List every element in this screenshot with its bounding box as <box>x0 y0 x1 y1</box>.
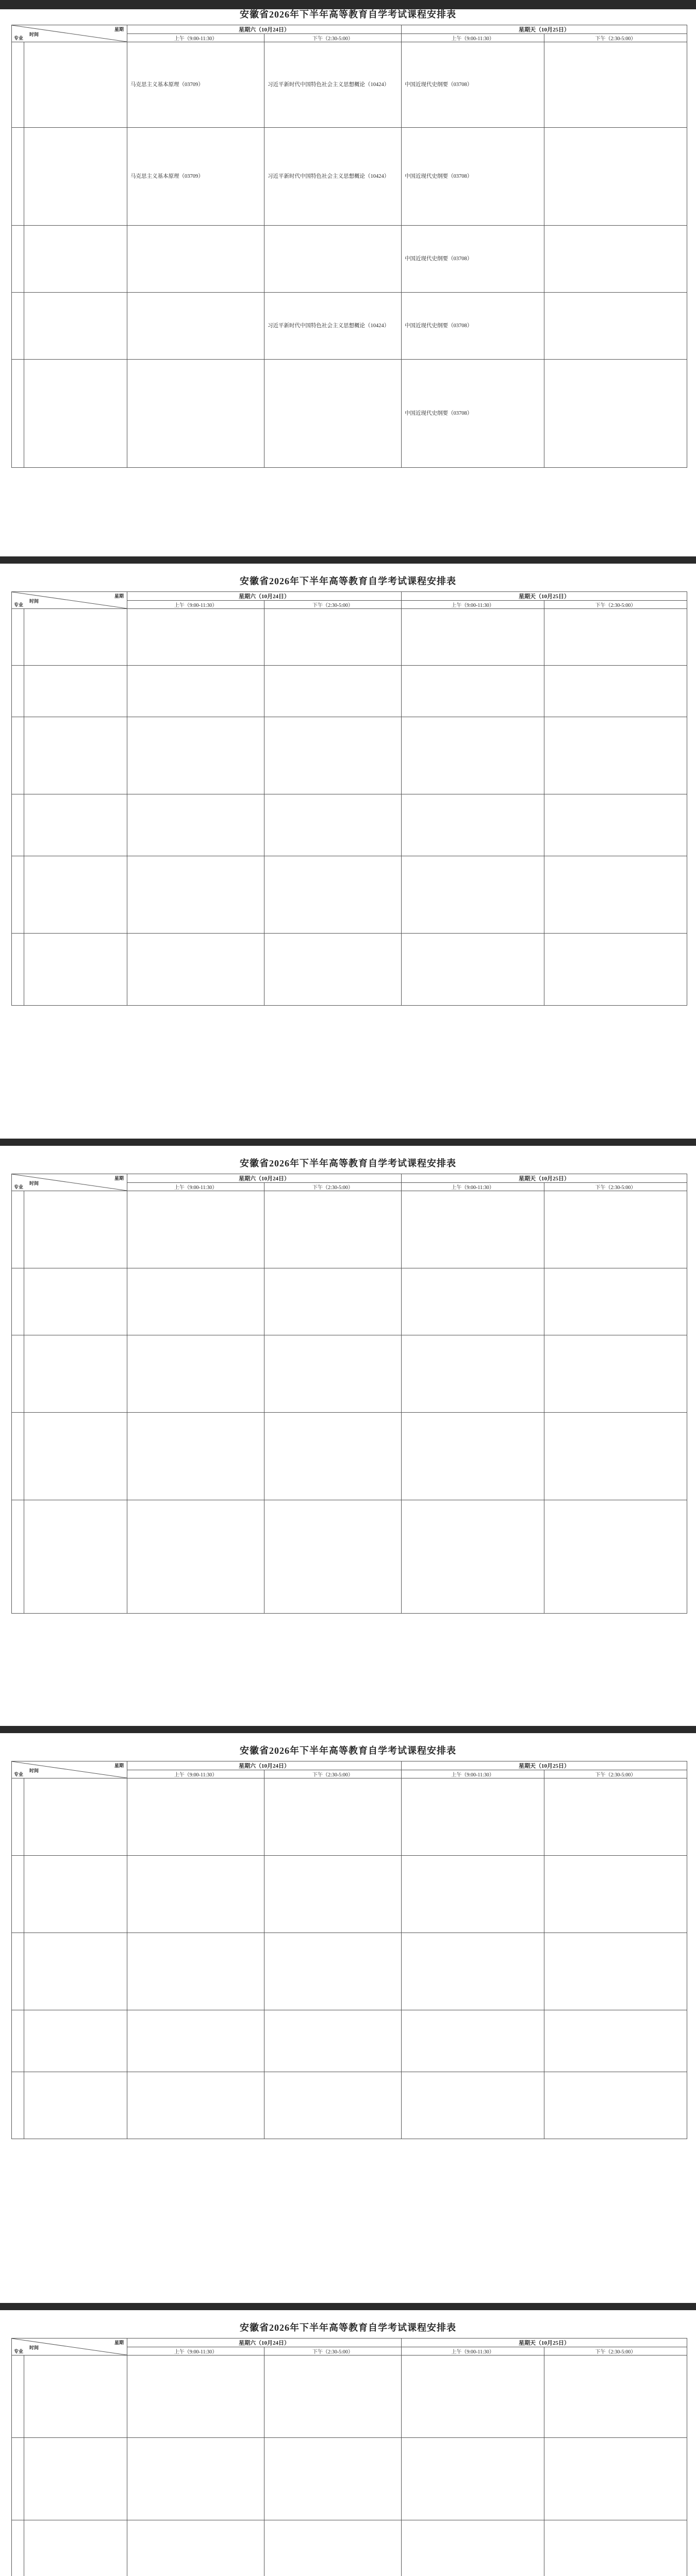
course-item: 中国近现代史纲要（03708） <box>405 410 473 416</box>
cell-am2 <box>402 360 544 468</box>
course-item: 习近平新时代中国特色社会主义思想概论（10424） <box>268 81 390 88</box>
table-row <box>12 1778 687 1856</box>
cell-pm1 <box>264 293 402 360</box>
table-row <box>12 609 687 666</box>
table-row <box>12 856 687 934</box>
schedule-page-5 <box>0 2313 696 2576</box>
corner-row-label: 时间 <box>29 32 39 37</box>
table-row <box>12 717 687 794</box>
schedule-table: 星期 时间 专业 星期六（10月24日） 星期天（10月25日） 上午（9:00-11:30） 下午（2:30-5:00） 上午（9:00-11:30） 下午（2:30-5:00） <box>11 1174 687 1614</box>
schedule-table: 星期 时间 专业 星期六（10月24日） 星期天（10月25日） 上午（9:00-11:30） 下午（2:30-5:00） 上午（9:00-11:30） 下午（2:30-5:00） <box>11 2338 687 2576</box>
page-title: 安徽省2026年下半年高等教育自学考试课程安排表 <box>240 1158 456 1168</box>
schedule-table: 星期 时间 专业 星期六（10月24日） 星期天（10月25日） 上午（9:00-11:30） 下午（2:30-5:00） 上午（9:00-11:30） 下午（2:30-5:00） <box>11 1761 687 2139</box>
course-item: 中国近现代史纲要（03708） <box>405 256 473 262</box>
table-corner <box>12 25 127 42</box>
table-row <box>12 1500 687 1614</box>
table-row <box>12 226 687 293</box>
page-title: 安徽省2026年下半年高等教育自学考试课程安排表 <box>240 1745 456 1756</box>
session-header-pm2: 下午（2:30-5:00） <box>544 34 687 42</box>
table-row <box>12 1856 687 1933</box>
page-separator <box>0 1139 696 1146</box>
cell-am2 <box>402 293 544 360</box>
schedule-page-2 <box>0 567 696 1133</box>
cell-am2 <box>402 128 544 226</box>
page-separator <box>0 1726 696 1733</box>
table-row <box>12 1268 687 1335</box>
cell-pm1 <box>264 42 402 128</box>
schedule-page-1 <box>0 0 696 546</box>
cell-am1 <box>127 42 264 128</box>
table-row <box>12 360 687 468</box>
cell-am2 <box>402 226 544 293</box>
cell-pm2 <box>544 128 687 226</box>
page-title: 安徽省2026年下半年高等教育自学考试课程安排表 <box>240 2323 456 2333</box>
page-title: 安徽省2026年下半年高等教育自学考试课程安排表 <box>240 576 456 586</box>
date-header-day1: 星期六（10月24日） <box>127 25 402 34</box>
table-row <box>12 1191 687 1268</box>
schedule-page-4 <box>0 1736 696 2200</box>
schedule-table: 星期 时间 专业 星期六（10月24日） 星期天（10月25日） 上午（9:00-11:30） 下午（2:30-5:00） 上午（9:00-11:30） 下午（2:30-5:00） <box>11 591 687 1006</box>
table-row <box>12 293 687 360</box>
table-row <box>12 794 687 856</box>
table-row <box>12 2010 687 2072</box>
table-row <box>12 934 687 1006</box>
table-row <box>12 42 687 128</box>
cell-pm1 <box>264 128 402 226</box>
table-row <box>12 2520 687 2576</box>
course-item: 中国近现代史纲要（03708） <box>405 81 473 88</box>
cell-pm2 <box>544 42 687 128</box>
page-separator <box>0 556 696 564</box>
session-header-pm1: 下午（2:30-5:00） <box>264 34 402 42</box>
course-item: 中国近现代史纲要（03708） <box>405 173 473 179</box>
table-row <box>12 2438 687 2520</box>
session-header-am2: 上午（9:00-11:30） <box>402 34 544 42</box>
corner-top-label: 星期 <box>114 27 124 32</box>
course-item: 中国近现代史纲要（03708） <box>405 323 473 329</box>
course-item: 习近平新时代中国特色社会主义思想概论（10424） <box>268 323 390 329</box>
date-header-day2: 星期天（10月25日） <box>402 25 687 34</box>
table-row <box>12 2355 687 2438</box>
cell-am2 <box>402 42 544 128</box>
table-row <box>12 128 687 226</box>
table-row <box>12 1335 687 1413</box>
schedule-table <box>11 25 687 468</box>
page-title: 安徽省2026年下半年高等教育自学考试课程安排表 <box>240 9 456 20</box>
table-row <box>12 1413 687 1500</box>
table-row <box>12 1933 687 2010</box>
corner-col-label: 专业 <box>14 36 24 41</box>
schedule-page-3 <box>0 1149 696 1716</box>
table-row <box>12 666 687 717</box>
course-item: 马克思主义基本原理（03709） <box>130 81 204 88</box>
table-row <box>12 2072 687 2139</box>
course-item: 马克思主义基本原理（03709） <box>130 173 204 179</box>
session-header-am1: 上午（9:00-11:30） <box>127 34 264 42</box>
page-separator <box>0 2303 696 2310</box>
course-item: 习近平新时代中国特色社会主义思想概论（10424） <box>268 173 390 179</box>
cell-am1 <box>127 128 264 226</box>
